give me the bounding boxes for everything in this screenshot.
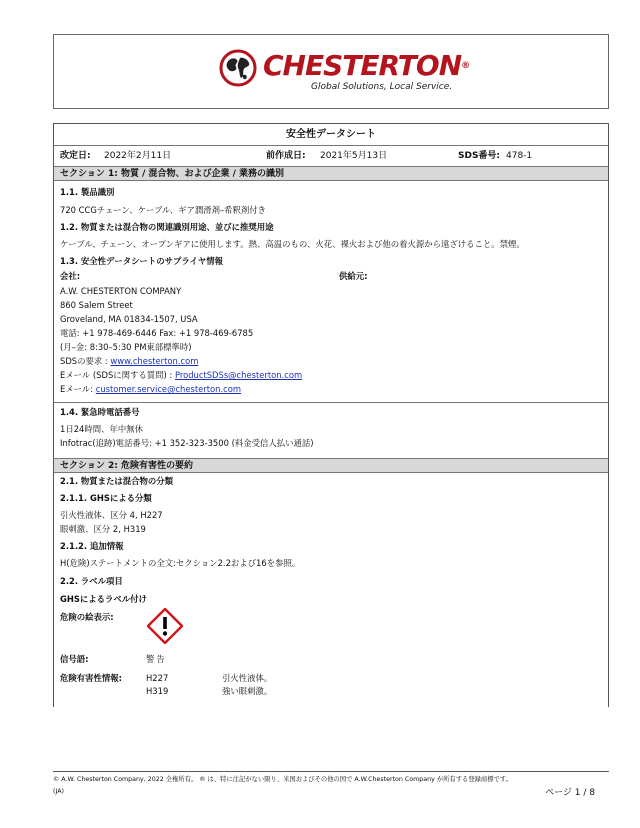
- heading-2-1-1: 2.1.1. GHSによる分類: [60, 493, 152, 503]
- supplier-label: 供給元:: [339, 271, 368, 281]
- heading-1-2: 1.2. 物質または混合物の関連識別用途、並びに推奨用途: [60, 222, 274, 232]
- heading-2-1-2: 2.1.2. 追加情報: [60, 541, 124, 551]
- heading-1-1: 1.1. 製品識別: [60, 187, 115, 197]
- footer-divider: [53, 771, 609, 772]
- sds-sheet: [53, 123, 609, 707]
- company-line: Groveland, MA 01834-1507, USA: [60, 314, 198, 324]
- heading-1-4: 1.4. 緊急時電話番号: [60, 407, 140, 417]
- brand-name: CHESTERTON®: [263, 49, 470, 82]
- recommended-use: ケーブル、チェーン、オープンギアに使用します。熱、高温のもの、火花、裸火および他の着火源から遠ざけること。禁煙。: [60, 239, 525, 249]
- sds-email-link[interactable]: ProductSDSs@chesterton.com: [174, 370, 303, 380]
- previous-date-label: 前作成日:: [266, 151, 306, 161]
- exclamation-mark-pictogram-icon: [147, 608, 183, 644]
- company-line: (月–金: 8:30–5:30 PM東部標準時): [60, 342, 192, 352]
- customer-email-label: Eメール:: [60, 384, 94, 394]
- sds-number-label: SDS番号:: [458, 151, 501, 161]
- product-name: 720 CCGチェーン、ケーブル、ギア潤滑剤–希釈剤付き: [60, 205, 267, 215]
- pictogram-label: 危険の絵表示:: [60, 612, 114, 622]
- logo-box: [53, 34, 609, 109]
- company-line: 電話: +1 978-469-6446 Fax: +1 978-469-6785: [60, 328, 254, 338]
- sds-request-link[interactable]: www.chesterton.com: [110, 356, 199, 366]
- sds-request-label: SDSの要求 :: [60, 356, 108, 366]
- globe-icon: [219, 49, 257, 87]
- hazard-text: 強い眼刺激。: [222, 686, 273, 696]
- divider: [54, 402, 608, 403]
- company-line: 860 Salem Street: [60, 300, 133, 310]
- document-meta: [54, 146, 608, 166]
- company-line: A.W. CHESTERTON COMPANY: [60, 286, 182, 296]
- copyright-note: © A.W. Chesterton Company, 2022 全権所有。 ® は、特に注記がない限り、米国およびその他の国で A.W.Chesterton Company が所有する登録商標です。: [53, 776, 512, 783]
- heading-2-2: 2.2. ラベル項目: [60, 576, 123, 586]
- company-label: 会社:: [60, 271, 81, 281]
- sds-number: 478-1: [506, 151, 533, 161]
- customer-email-link[interactable]: customer.service@chesterton.com: [95, 384, 242, 394]
- emergency-phone: Infotrac(追跡)電話番号: +1 352-323-3500 (料金受信人払い通話): [60, 438, 314, 448]
- sds-request: [60, 355, 198, 367]
- classification-line: 眼刺激、区分 2, H319: [60, 524, 146, 534]
- company-logo: [219, 49, 470, 97]
- additional-info: H(危険)ステートメントの全文:セクション2.2および16を参照。: [60, 558, 301, 568]
- document-title: 安全性データシート: [54, 124, 608, 146]
- ghs-label-heading: GHSによるラベル付け: [60, 594, 147, 604]
- revised-label: 改定日:: [60, 151, 91, 161]
- brand-tagline: Global Solutions, Local Service.: [311, 82, 453, 92]
- customer-email: [60, 383, 241, 395]
- classification-line: 引火性液体、区分 4, H227: [60, 510, 163, 520]
- previous-date: 2021年5月13日: [320, 151, 388, 161]
- sds-email: [60, 369, 302, 381]
- signal-word: 警告: [146, 654, 167, 664]
- page-number: ページ 1 / 8: [545, 788, 595, 798]
- heading-1-3: 1.3. 安全性データシートのサプライヤ情報: [60, 256, 224, 266]
- sds-email-label: Eメール (SDSに関する質問) :: [60, 370, 173, 380]
- hazard-text: 引火性液体。: [222, 673, 273, 683]
- section-1-header: セクション 1: 物質 / 混合物、および企業 / 業務の識別: [54, 166, 608, 181]
- emergency-hours: 1日24時間、年中無休: [60, 424, 143, 434]
- hazard-statement-label: 危険有害性情報:: [60, 673, 122, 683]
- revised-date: 2022年2月11日: [104, 151, 172, 161]
- hazard-code: H319: [146, 686, 169, 696]
- hazard-code: H227: [146, 673, 169, 683]
- section-2-header: セクション 2: 危険有害性の要約: [54, 458, 608, 473]
- heading-2-1: 2.1. 物質または混合物の分類: [60, 476, 174, 486]
- language-code: (JA): [53, 788, 64, 795]
- signal-word-label: 信号語:: [60, 654, 89, 664]
